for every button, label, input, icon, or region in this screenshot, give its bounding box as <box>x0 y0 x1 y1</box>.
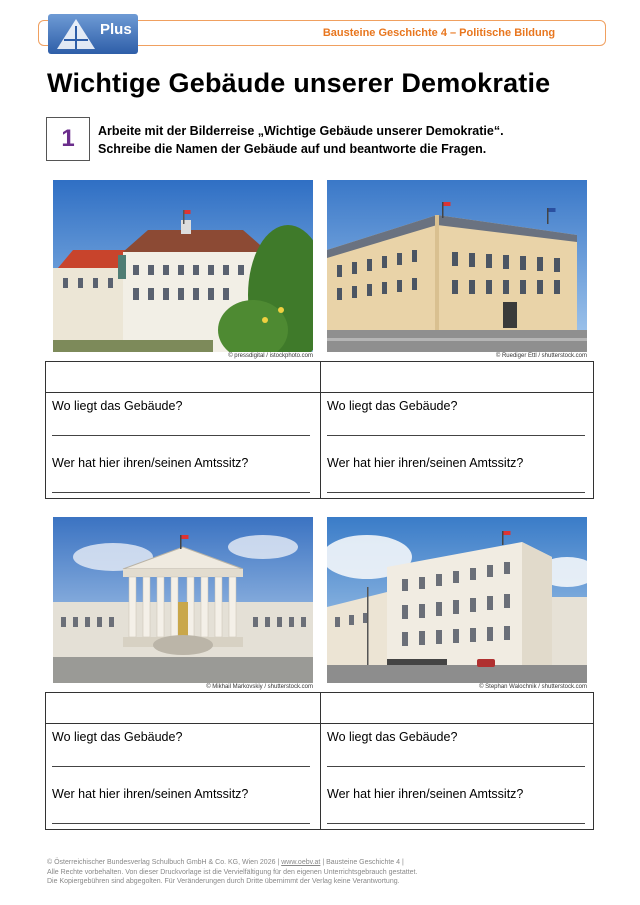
grid-divider <box>320 693 321 829</box>
series-title: Bausteine Geschichte 4 – Politische Bildung <box>322 27 556 39</box>
footer-series: | Bausteine Geschichte 4 | <box>322 859 404 866</box>
photo-verfassungsgerichtshof <box>327 517 587 683</box>
answer-line[interactable] <box>327 435 585 436</box>
photo-hofburg <box>53 180 313 352</box>
question-official-seat: Wer hat hier ihren/seinen Amtssitz? <box>327 456 524 470</box>
task-line-1: Arbeite mit der Bilderreise „Wichtige Gebäude unserer Demokratie“. <box>98 124 504 138</box>
footer-line-2: Alle Rechte vorbehalten. Von dieser Druckvorlage ist die Vervielfältigung für den eigenen Unterrichtsgebrauch gestattet. <box>47 868 418 876</box>
question-location: Wo liegt das Gebäude? <box>327 399 458 413</box>
publisher-link[interactable]: www.oebv.at <box>281 859 321 866</box>
photo-credit: © pressdigital / istockphoto.com <box>228 353 313 359</box>
building-name-field-1[interactable] <box>49 365 317 390</box>
answer-grid-1 <box>45 361 594 499</box>
answer-line[interactable] <box>327 766 585 767</box>
copyright-footer <box>47 858 417 887</box>
task-line-2: Schreibe die Namen der Gebäude auf und beantworte die Fragen. <box>98 142 487 156</box>
footer-copyright: © Österreichischer Bundesverlag Schulbuch GmbH & Co. KG, Wien 2026 | <box>47 859 280 866</box>
building-name-field-2[interactable] <box>324 365 592 390</box>
triangle-logo-icon <box>56 18 96 50</box>
question-official-seat: Wer hat hier ihren/seinen Amtssitz? <box>327 787 524 801</box>
footer-line-1 <box>47 858 417 868</box>
task-number: 1 <box>46 117 90 161</box>
answer-line[interactable] <box>52 766 310 767</box>
question-location: Wo liegt das Gebäude? <box>52 399 183 413</box>
building-name-field-4[interactable] <box>324 696 592 721</box>
answer-line[interactable] <box>52 492 310 493</box>
question-location: Wo liegt das Gebäude? <box>327 730 458 744</box>
photo-bundeskanzleramt <box>327 180 587 352</box>
photo-credit: © Mikhail Markovskiy / shutterstock.com <box>206 684 313 690</box>
photo-credit: © Ruediger Ettl / shutterstock.com <box>495 353 587 359</box>
answer-line[interactable] <box>52 823 310 824</box>
answer-line[interactable] <box>327 823 585 824</box>
building-name-field-3[interactable] <box>49 696 317 721</box>
logo-label: Plus <box>100 21 132 38</box>
footer-line-3: Die Kopiergebühren sind abgegolten. Für Veränderungen durch Dritte übernimmt der Verlag keine Verantwortung. <box>47 878 400 885</box>
answer-line[interactable] <box>327 492 585 493</box>
task-instructions <box>98 122 504 158</box>
photo-credit: © Stephan Walochnik / shutterstock.com <box>479 684 587 690</box>
plus-logo <box>48 14 138 54</box>
answer-grid-2 <box>45 692 594 830</box>
photo-parlament <box>53 517 313 683</box>
question-location: Wo liegt das Gebäude? <box>52 730 183 744</box>
answer-line[interactable] <box>52 435 310 436</box>
grid-divider <box>320 362 321 498</box>
question-official-seat: Wer hat hier ihren/seinen Amtssitz? <box>52 787 249 801</box>
page-title: Wichtige Gebäude unserer Demokratie <box>47 68 551 98</box>
question-official-seat: Wer hat hier ihren/seinen Amtssitz? <box>52 456 249 470</box>
